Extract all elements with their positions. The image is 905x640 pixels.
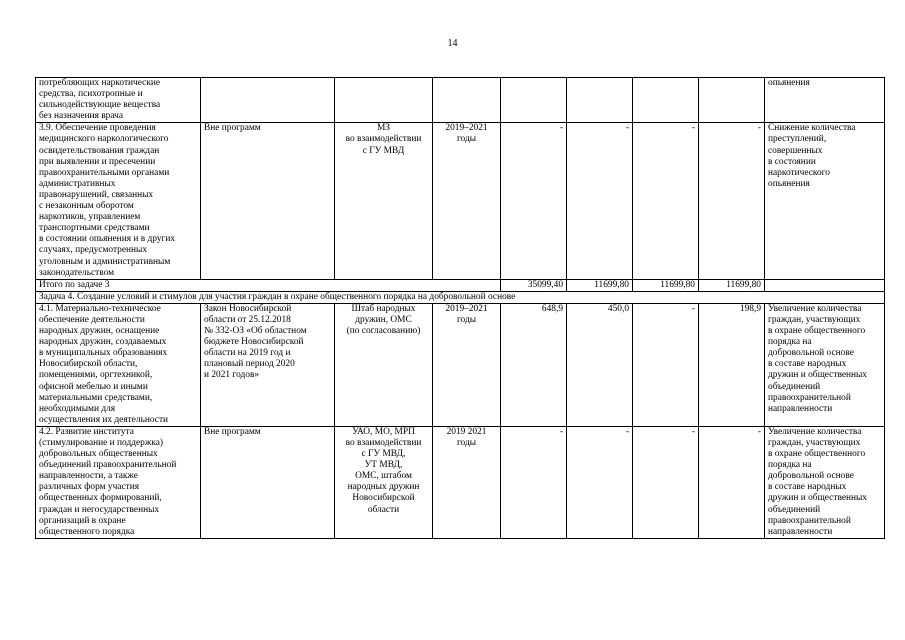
task-heading-row — [36, 291, 885, 303]
empty-cell — [765, 279, 885, 291]
expected-result-cell: Снижение количества преступлений, совершенных в состоянии наркотического опьянения — [765, 123, 885, 279]
activity-name-cell: 3.9. Обеспечение проведения медицинского наркологического освидетельствования граждан при выявлении и пресечении правоохранительными органами административных правонарушений, связанных с незаконным оборотом наркотиков, управлением транспортными средствами в состоянии опьянения и в других случаях, предусмотренных уголовным и административным законодательством — [36, 123, 201, 279]
table-row — [36, 123, 885, 279]
expected-result-cell: опьянения — [765, 78, 885, 123]
value-cell: 11699,80 — [699, 279, 765, 291]
value-cell: 648,9 — [501, 303, 567, 426]
value-cell: - — [501, 123, 567, 279]
value-cell: 35099,40 — [501, 279, 567, 291]
page-number: 14 — [447, 38, 458, 49]
value-cell: 198,9 — [699, 303, 765, 426]
period-cell: 2019 2021 годы — [433, 426, 501, 538]
program-table — [35, 77, 885, 539]
basis-cell: Закон Новосибирской области от 25.12.2018 № 332-ОЗ «Об областном бюджете Новосибирской области на 2019 год и плановый период 2020 и 2021 годов» — [201, 303, 335, 426]
basis-cell: Вне программ — [201, 426, 335, 538]
executor-cell: МЗ во взаимодействии с ГУ МВД — [335, 123, 433, 279]
value-cell — [633, 78, 699, 123]
value-cell: 11699,80 — [567, 279, 633, 291]
activity-name-cell: 4.1. Материально-техническое обеспечение деятельности народных дружин, оснащение народных дружин, создаваемых в муниципальных образованиях Новосибирской области, помещениями, оргтехникой, офисной мебелью и иными материальными средствами, необходимыми для осуществления их деятельности — [36, 303, 201, 426]
expected-result-cell: Увеличение количества граждан, участвующих в охране общественного порядка на добровольной основе в составе народных дружин и общественных объединений правоохранительной направленности — [765, 426, 885, 538]
value-cell: - — [567, 426, 633, 538]
table-row — [36, 426, 885, 538]
table-row — [36, 78, 885, 123]
period-cell: 2019–2021 годы — [433, 303, 501, 426]
table-row — [36, 303, 885, 426]
expected-result-cell: Увеличение количества граждан, участвующих в охране общественного порядка на добровольной основе в составе народных дружин и общественных объединений правоохранительной направленности — [765, 303, 885, 426]
activity-name-cell: потребляющих наркотические средства, психотропные и сильнодействующие вещества без назначения врача — [36, 78, 201, 123]
value-cell — [567, 78, 633, 123]
value-cell: - — [501, 426, 567, 538]
value-cell: 450,0 — [567, 303, 633, 426]
executor-cell — [335, 78, 433, 123]
total-label-cell: Итого по задаче 3 — [36, 279, 501, 291]
period-cell: 2019–2021 годы — [433, 123, 501, 279]
executor-cell: Штаб народных дружин, ОМС (по согласованию) — [335, 303, 433, 426]
task-heading-cell: Задача 4. Создание условий и стимулов для участия граждан в охране общественного порядка на добровольной основе — [36, 291, 885, 303]
value-cell: - — [567, 123, 633, 279]
value-cell: 11699,80 — [633, 279, 699, 291]
basis-cell — [201, 78, 335, 123]
executor-cell: УАО, МО, МРП во взаимодействии с ГУ МВД, УТ МВД, ОМС, штабом народных дружин Новосибирской области — [335, 426, 433, 538]
value-cell: - — [633, 123, 699, 279]
total-row — [36, 279, 885, 291]
value-cell — [501, 78, 567, 123]
value-cell: - — [699, 426, 765, 538]
value-cell — [699, 78, 765, 123]
basis-cell: Вне программ — [201, 123, 335, 279]
value-cell: - — [633, 303, 699, 426]
value-cell: - — [699, 123, 765, 279]
value-cell: - — [633, 426, 699, 538]
activity-name-cell: 4.2. Развитие института (стимулирование и поддержка) добровольных общественных объединений правоохранительной направленности, а также различных форм участия общественных формирований, граждан и негосударственных организаций в охране общественного порядка — [36, 426, 201, 538]
period-cell — [433, 78, 501, 123]
